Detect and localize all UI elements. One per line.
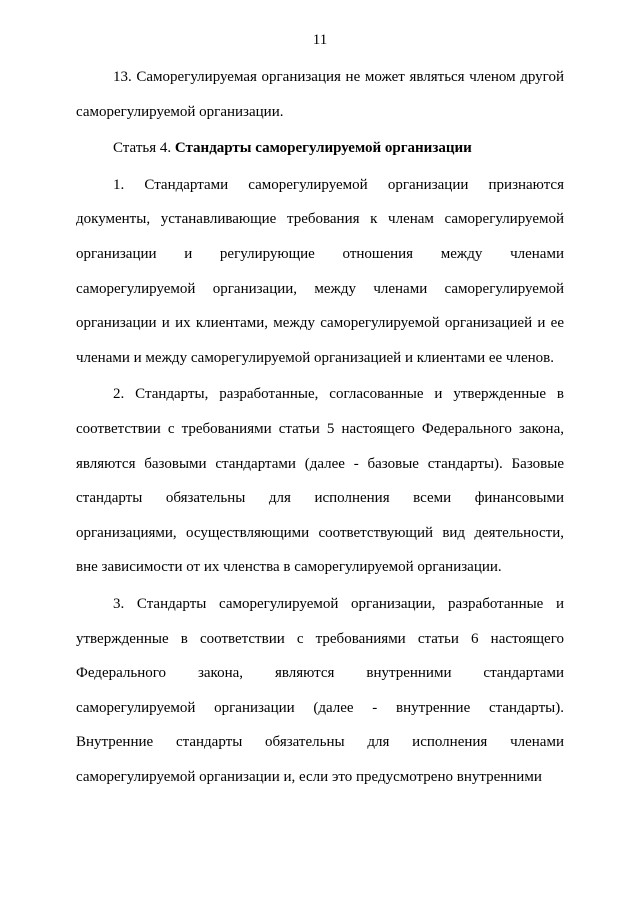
article-paragraph-2: 2. Стандарты, разработанные, согласованные и утвержденные в соответствии с требованиями статьи 5 настоящего Федерального закона, являются базовыми стандартами (далее - базовые стандарты). Базовые стандарты обязательны для исполнения всеми финансовыми организациями, осуществляющими соответствующий вид деятельности, вне зависимости от их членства в саморегулируемой организации. [76,386,564,576]
article-title: Стандарты саморегулируемой организации [174,140,472,157]
article-heading [76,131,564,166]
article-paragraph-1: 1. Стандартами саморегулируемой организации признаются документы, устанавливающие требования к членам саморегулируемой организации и регулирующие отношения между членами саморегулируемой организации, между членами саморегулируемой организации и их клиентами, между саморегулируемой организацией и ее членами и между саморегулируемой организацией и клиентами ее членов. [76,176,564,366]
article-paragraph-3: 3. Стандарты саморегулируемой организации, разработанные и утвержденные в соответствии с требованиями статьи 6 настоящего Федерального закона, являются внутренними стандартами саморегулируемой организации (далее - внутренние стандарты). Внутренние стандарты обязательны для исполнения членами саморегулируемой организации и, если это предусмотрено внутренними [76,595,564,785]
article-label: Статья 4. [113,140,172,157]
document-body [76,60,564,794]
paragraph-13: 13. Саморегулируемая организация не может являться членом другой саморегулируемой организации. [76,69,564,120]
page-number: 11 [312,32,328,48]
